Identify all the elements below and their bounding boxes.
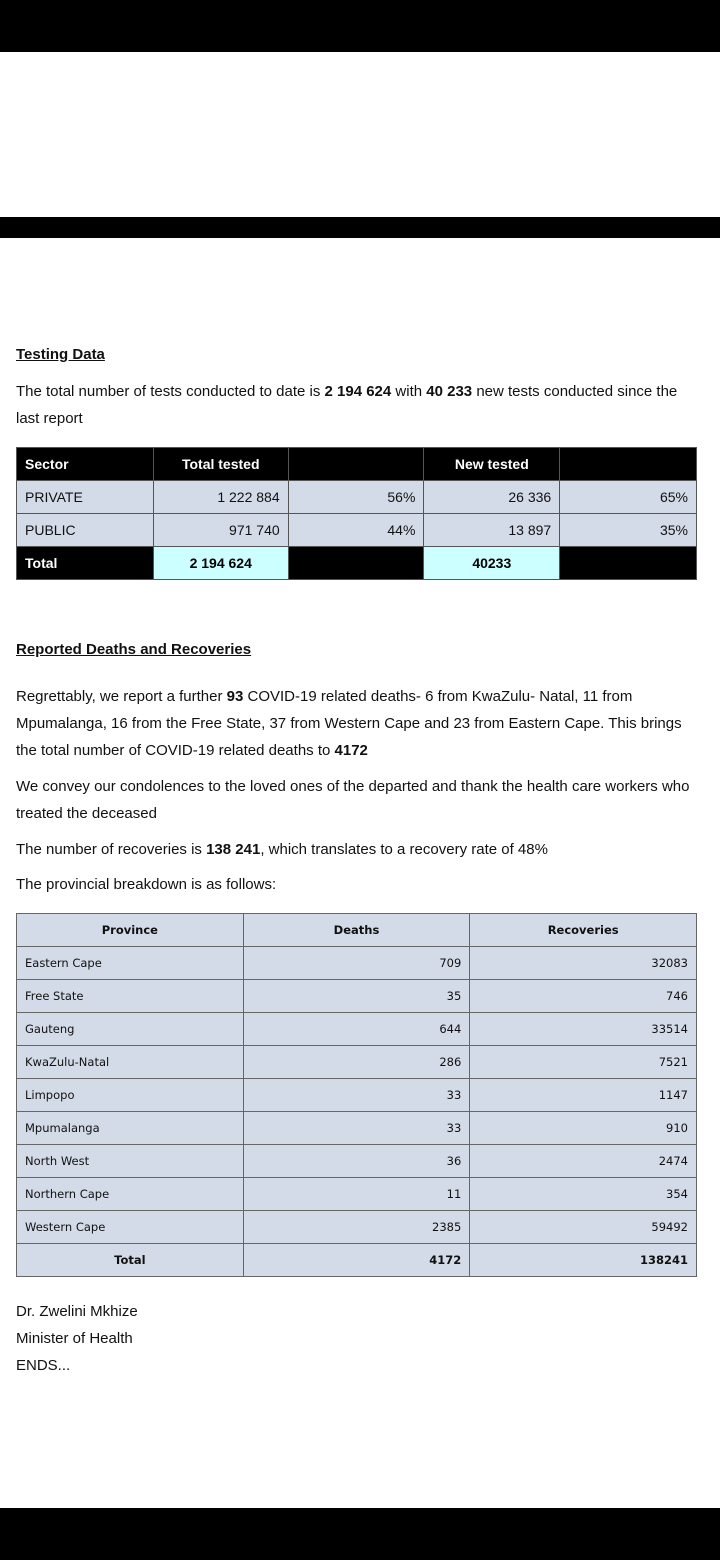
testing-table-header — [17, 448, 697, 481]
total-tested-value: 2 194 624 — [153, 547, 288, 580]
testing-intro-mid: with — [391, 383, 427, 400]
col-header-deaths: Deaths — [243, 914, 470, 947]
deaths-p1-total: 4172 — [334, 742, 368, 759]
bottom-black-bar — [0, 1508, 720, 1560]
deaths-cell: 2385 — [243, 1211, 470, 1244]
empty-cell — [560, 547, 697, 580]
ends-marker: ENDS... — [16, 1357, 71, 1374]
total-label: Total — [17, 1244, 244, 1277]
col-header-province: Province — [17, 914, 244, 947]
new-pct-cell: 65% — [560, 481, 697, 514]
recoveries-post: , which translates to a recovery rate of 48% — [260, 841, 548, 858]
deaths-cell: 709 — [243, 947, 470, 980]
deaths-cell: 286 — [243, 1046, 470, 1079]
col-header-new-tested: New tested — [424, 448, 560, 481]
deaths-heading: Reported Deaths and Recoveries — [16, 641, 252, 658]
deaths-cell: 36 — [243, 1145, 470, 1178]
table-row — [17, 1145, 697, 1178]
recoveries-num: 138 241 — [206, 841, 261, 858]
condolences-paragraph: We convey our condolences to the loved ones of the departed and thank the health care workers who treated the deceased — [16, 778, 690, 822]
col-header-blank — [288, 448, 424, 481]
recoveries-cell: 33514 — [470, 1013, 697, 1046]
deaths-cell: 33 — [243, 1079, 470, 1112]
col-header-blank — [560, 448, 697, 481]
province-table-header — [17, 914, 697, 947]
new-pct-cell: 35% — [560, 514, 697, 547]
table-row — [17, 1079, 697, 1112]
new-tested-cell: 13 897 — [424, 514, 560, 547]
total-label: Total — [17, 547, 154, 580]
table-row — [17, 1178, 697, 1211]
table-row — [17, 1112, 697, 1145]
province-name: Northern Cape — [17, 1178, 244, 1211]
recoveries-cell: 354 — [470, 1178, 697, 1211]
province-table — [16, 913, 697, 1277]
total-tested-cell: 1 222 884 — [153, 481, 288, 514]
deaths-p1-num: 93 — [226, 688, 244, 705]
testing-total-row — [17, 547, 697, 580]
col-header-sector: Sector — [17, 448, 154, 481]
recoveries-cell: 910 — [470, 1112, 697, 1145]
table-row — [17, 481, 697, 514]
total-deaths: 4172 — [243, 1244, 470, 1277]
deaths-cell: 644 — [243, 1013, 470, 1046]
table-row — [17, 1046, 697, 1079]
recoveries-cell: 7521 — [470, 1046, 697, 1079]
recoveries-cell: 746 — [470, 980, 697, 1013]
deaths-cell: 33 — [243, 1112, 470, 1145]
sector-cell: PUBLIC — [17, 514, 154, 547]
new-tested-cell: 26 336 — [424, 481, 560, 514]
signatory-title: Minister of Health — [16, 1330, 133, 1347]
recoveries-cell: 1147 — [470, 1079, 697, 1112]
province-name: Western Cape — [17, 1211, 244, 1244]
province-name: KwaZulu-Natal — [17, 1046, 244, 1079]
deaths-p1-pre: Regrettably, we report a further — [16, 688, 227, 705]
deaths-paragraph — [16, 683, 696, 764]
testing-intro-new: 40 233 — [426, 383, 473, 400]
sector-cell: PRIVATE — [17, 481, 154, 514]
signatory-name: Dr. Zwelini Mkhize — [16, 1303, 138, 1320]
province-name: Gauteng — [17, 1013, 244, 1046]
empty-cell — [288, 547, 424, 580]
deaths-cell: 35 — [243, 980, 470, 1013]
province-name: Limpopo — [17, 1079, 244, 1112]
testing-heading: Testing Data — [16, 346, 105, 363]
top-black-bar — [0, 0, 720, 52]
total-tested-cell: 971 740 — [153, 514, 288, 547]
table-row — [17, 1013, 697, 1046]
province-name: Mpumalanga — [17, 1112, 244, 1145]
breakdown-intro: The provincial breakdown is as follows: — [16, 876, 277, 893]
recoveries-cell: 32083 — [470, 947, 697, 980]
deaths-cell: 11 — [243, 1178, 470, 1211]
province-total-row — [17, 1244, 697, 1277]
testing-intro-post: new tests conducted since the last report — [16, 383, 678, 427]
testing-intro — [16, 378, 696, 432]
divider-black-bar — [0, 217, 720, 238]
recoveries-pre: The number of recoveries is — [16, 841, 207, 858]
total-pct-cell: 44% — [288, 514, 424, 547]
deaths-p1-mid: COVID-19 related deaths- 6 from KwaZulu- Natal, 11 from Mpumalanga, 16 from the Free State, 37 from Western Cape and 23 from Eastern Cape. This brings the total number of COVID-19 related deaths to — [16, 688, 682, 759]
recoveries-cell: 2474 — [470, 1145, 697, 1178]
province-name: North West — [17, 1145, 244, 1178]
province-name: Free State — [17, 980, 244, 1013]
recoveries-cell: 59492 — [470, 1211, 697, 1244]
testing-intro-pre: The total number of tests conducted to date is — [16, 383, 325, 400]
testing-table — [16, 447, 697, 580]
table-row — [17, 1211, 697, 1244]
province-name: Eastern Cape — [17, 947, 244, 980]
total-new-value: 40233 — [424, 547, 560, 580]
total-pct-cell: 56% — [288, 481, 424, 514]
total-recoveries: 138241 — [470, 1244, 697, 1277]
table-row — [17, 514, 697, 547]
table-row — [17, 980, 697, 1013]
table-row — [17, 947, 697, 980]
recoveries-paragraph — [16, 836, 696, 863]
testing-intro-total: 2 194 624 — [324, 383, 392, 400]
col-header-total-tested: Total tested — [153, 448, 288, 481]
col-header-recoveries: Recoveries — [470, 914, 697, 947]
